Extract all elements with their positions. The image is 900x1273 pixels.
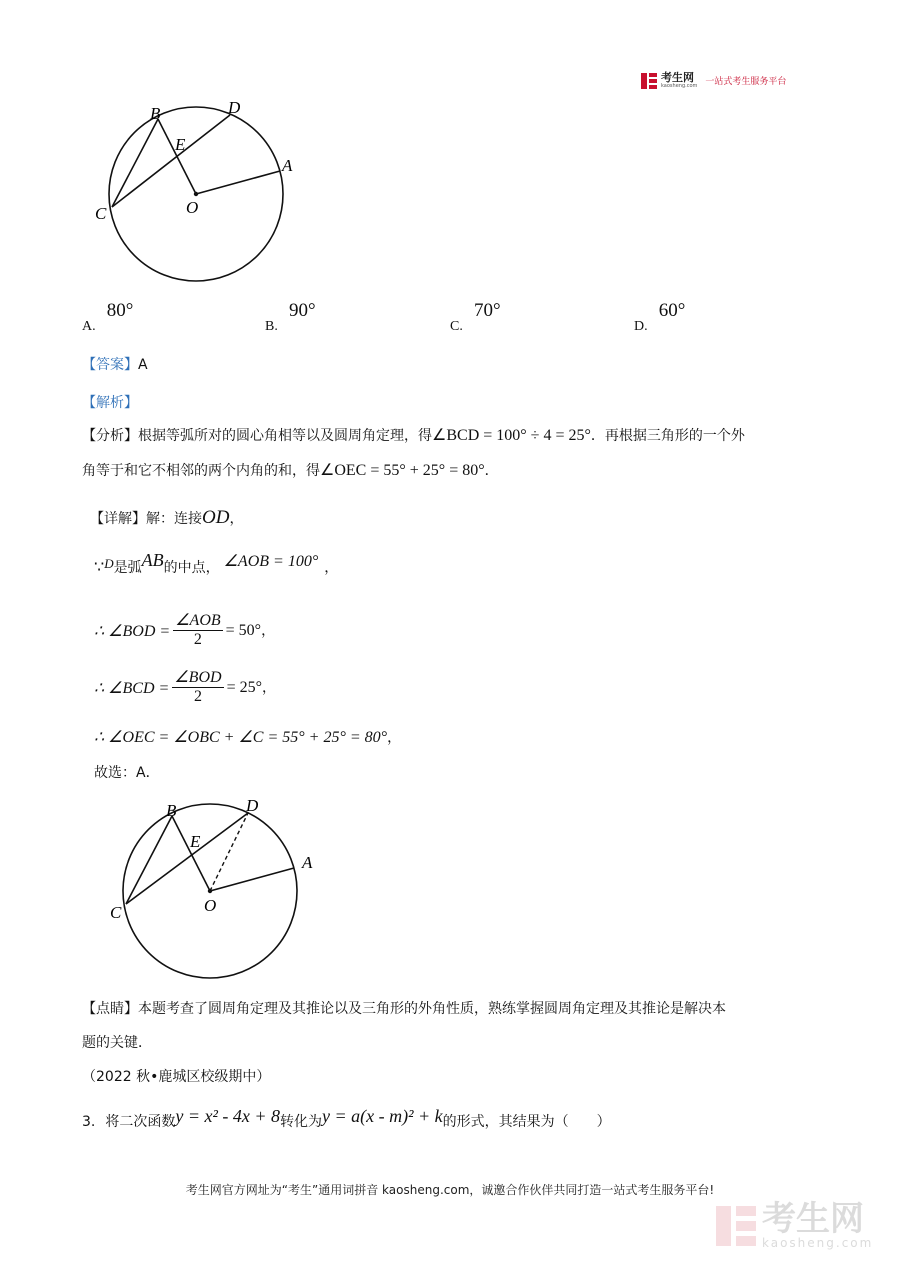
choose-line: 故选：A． (94, 765, 160, 781)
q3-text-2: 转化为 (280, 1114, 323, 1130)
option-letter: C. (450, 319, 463, 334)
brand-slogan: 一站式考生服务平台 (705, 77, 787, 87)
watermark (716, 1199, 874, 1250)
fraction-numerator: ∠AOB (175, 612, 221, 629)
q3-formula-1: y = x² - 4x + 8 (175, 1106, 281, 1126)
step2-fraction (173, 612, 222, 649)
label-e: E (175, 135, 186, 154)
analysis-line-2 (82, 461, 499, 481)
fenxi-tag: 【分析】 (82, 428, 138, 444)
segment-oa (210, 868, 294, 891)
fraction-denominator: 2 (193, 688, 202, 705)
label-a: A (282, 156, 293, 175)
center-point (194, 192, 198, 196)
q3-text-1: 将二次函数 (105, 1114, 176, 1130)
segment-od-dashed (210, 813, 248, 891)
segment-bo (172, 816, 210, 891)
comment-line-1 (82, 999, 726, 1019)
option-value: 60° (658, 300, 686, 321)
option-value: 70° (473, 300, 501, 321)
answer-value: A (138, 357, 148, 373)
fraction-numerator: ∠BOD (174, 669, 222, 686)
question-number: 3. (82, 1114, 96, 1130)
step1-text-1: 是弧 (113, 560, 142, 576)
option-letter: A. (82, 319, 96, 334)
watermark-logo-icon (716, 1206, 756, 1246)
step3-rhs: = 25° (226, 678, 262, 696)
option-letter: D. (634, 319, 648, 334)
point-d: D (104, 556, 114, 571)
step3-lhs: ∴ ∠BCD = (94, 679, 170, 697)
fenxi-text-2: ．再根据三角形的一个外 (590, 428, 745, 444)
fenxi-math-2: ∠OEC = 55° + 25° = 80° (320, 462, 485, 479)
fenxi-text-3: 角等于和它不相邻的两个内角的和，得 (82, 463, 320, 479)
footer-note: 考生网官方网址为“考生”通用词拼音 kaosheng.com，诚邀合作伙伴共同打造一站式考生服务平台! (185, 1183, 715, 1197)
label-b: B (150, 104, 161, 123)
watermark-text (762, 1199, 874, 1250)
option-d (634, 300, 686, 334)
label-c: C (110, 903, 122, 922)
circle-figure-question (90, 95, 310, 295)
arc-ab: AB (141, 550, 164, 570)
option-a (82, 300, 134, 334)
detail-line (90, 508, 243, 529)
brand-domain: kaosheng.com (661, 83, 698, 89)
comment-line-2: 题的关键． (82, 1035, 152, 1051)
step3-comma: ， (261, 679, 276, 696)
label-d: D (228, 98, 241, 117)
step1-text-2: 的中点， (163, 560, 220, 576)
step4-comma: ， (387, 730, 402, 746)
comment-text-1: 本题考查了圆周角定理及其推论以及三角形的外角性质，熟练掌握圆周角定理及其推论是解决本 (138, 1001, 726, 1017)
question-3 (82, 1106, 611, 1132)
q3-formula-2: y = a(x - m)² + k (322, 1106, 443, 1126)
center-point (208, 889, 212, 893)
segment-bo (158, 119, 196, 194)
label-a: A (302, 853, 313, 872)
circle-figure-solution (104, 792, 324, 992)
brand-name: 考生网 (661, 71, 694, 84)
analysis-tag: 【解析】 (82, 395, 138, 411)
watermark-domain: kaosheng.com (762, 1236, 874, 1250)
option-value: 90° (288, 300, 316, 321)
detail-comma: ， (229, 511, 244, 527)
option-b (265, 300, 316, 334)
answer-line (82, 355, 148, 375)
because-symbol: ∵ (94, 559, 105, 576)
step-1 (94, 550, 339, 578)
step3-fraction (172, 669, 223, 706)
step2-rhs: = 50° (225, 621, 262, 639)
option-letter: B. (265, 319, 278, 334)
comment-tag: 【点睛】 (82, 1001, 138, 1017)
step-4 (94, 727, 401, 748)
label-d: D (246, 796, 259, 815)
fenxi-text-4: ． (484, 463, 499, 479)
step2-lhs: ∴ ∠BOD = (94, 622, 171, 640)
step1-math: ∠AOB = 100° (223, 553, 319, 570)
option-value: 80° (106, 300, 134, 321)
step-3 (94, 669, 276, 706)
source-line: （2022 秋•鹿城区校级期中） (82, 1069, 271, 1085)
header-brand (641, 72, 786, 89)
detail-text: 解：连接 (146, 511, 202, 527)
detail-tag: 【详解】 (90, 511, 146, 527)
label-o: O (186, 198, 199, 217)
answer-tag: 【答案】 (82, 357, 138, 373)
label-o: O (204, 896, 217, 915)
option-c (450, 300, 501, 334)
segment-cd (112, 115, 230, 207)
kaosheng-logo-icon (641, 73, 657, 89)
step2-comma: ， (261, 622, 276, 639)
segment-cd (126, 813, 248, 904)
brand-text (661, 72, 697, 89)
fenxi-math-1: ∠BCD = 100° ÷ 4 = 25° (432, 427, 591, 444)
q3-text-3: 的形式，其结果为（ ） (442, 1114, 611, 1130)
analysis-line-1 (82, 426, 745, 446)
fenxi-text-1: 根据等弧所对的圆心角相等以及圆周角定理，得 (138, 428, 432, 444)
step-2 (94, 612, 275, 649)
step4-math: ∴ ∠OEC = ∠OBC + ∠C = 55° + 25° = 80° (94, 729, 388, 746)
detail-od: OD (202, 507, 230, 528)
watermark-name: 考生网 (762, 1199, 864, 1239)
fraction-denominator: 2 (193, 631, 202, 648)
step1-comma: ， (324, 560, 339, 576)
label-e: E (190, 832, 201, 851)
segment-oa (196, 171, 280, 194)
label-b: B (166, 801, 177, 820)
label-c: C (95, 204, 107, 223)
